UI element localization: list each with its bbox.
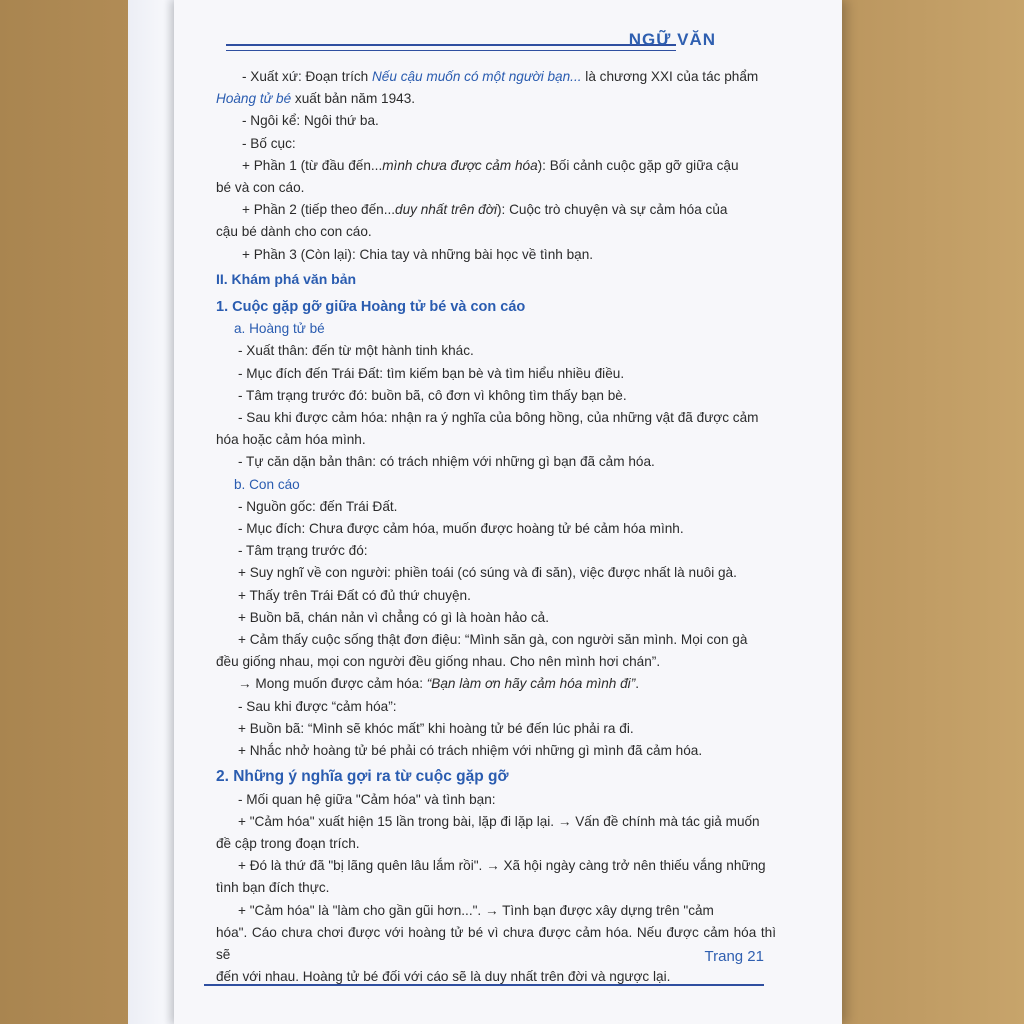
sub-heading-prince: a. Hoàng tử bé — [234, 321, 325, 337]
list-item: - Mục đích: Chưa được cảm hóa, muốn được hoàng tử bé cảm hóa mình. — [238, 521, 684, 537]
list-item: đều giống nhau, mọi con người đều giống nhau. Cho nên mình hơi chán”. — [216, 654, 661, 670]
header-rule — [226, 44, 676, 51]
list-item: + "Cảm hóa" là "làm cho gần gũi hơn...". → Tình bạn được xây dựng trên "cảm — [238, 902, 714, 918]
list-item: - Tự căn dặn bản thân: có trách nhiệm với những gì bạn đã cảm hóa. — [238, 454, 655, 470]
narrator-line: - Ngôi kể: Ngôi thứ ba. — [242, 113, 379, 129]
list-item: hóa". Cáo chưa chơi được với hoàng tử bé vì chưa được cảm hóa. Nếu được cảm hóa thì sẽ — [216, 924, 776, 962]
sub-heading-fox: b. Con cáo — [234, 476, 300, 492]
list-item: + Thấy trên Trái Đất có đủ thứ chuyện. — [238, 587, 471, 603]
list-item: tình bạn đích thực. — [216, 880, 330, 896]
subject-title: NGỮ VĂN — [628, 30, 716, 49]
list-item: + Buồn bã, chán nản vì chẳng có gì là hoàn hảo cả. — [238, 609, 550, 625]
list-item: + Cảm thấy cuộc sống thật đơn điệu: “Mình săn gà, con người săn mình. Mọi con gà — [238, 632, 748, 648]
part2-heading: 2. Những ý nghĩa gợi ra từ cuộc gặp gỡ — [216, 768, 509, 786]
origin-line: - Xuất xứ: Đoạn trích Nếu cậu muốn có một người bạn... là chương XXI của tác phẩm — [242, 69, 759, 84]
structure-part-2: + Phần 2 (tiếp theo đến...duy nhất trên đời): Cuộc trò chuyện và sự cảm hóa của — [242, 202, 728, 218]
list-item: - Mối quan hệ giữa "Cảm hóa" và tình bạn: — [238, 791, 496, 807]
list-item: - Tâm trạng trước đó: buồn bã, cô đơn vì không tìm thấy bạn bè. — [238, 387, 627, 403]
book-page — [174, 0, 842, 1024]
list-item: + Suy nghĩ về con người: phiền toái (có súng và đi săn), việc được nhất là nuôi gà. — [238, 565, 737, 581]
footer-rule — [204, 984, 764, 986]
list-item: đến với nhau. Hoàng tử bé đối với cáo sẽ là duy nhất trên đời và ngược lại. — [216, 969, 671, 985]
list-item: - Sau khi được “cảm hóa”: — [238, 698, 397, 714]
list-item: + Nhắc nhở hoàng tử bé phải có trách nhiệm với những gì mình đã cảm hóa. — [238, 743, 703, 759]
arrow-line: → Mong muốn được cảm hóa: “Bạn làm ơn hãy cảm hóa mình đi”. — [238, 676, 640, 692]
part1-heading: 1. Cuộc gặp gỡ giữa Hoàng tử bé và con cáo — [216, 299, 526, 316]
page-number: Trang 21 — [704, 948, 764, 965]
list-item: - Nguồn gốc: đến Trái Đất. — [238, 498, 398, 514]
list-item: - Mục đích đến Trái Đất: tìm kiếm bạn bè và tìm hiểu nhiều điều. — [238, 365, 625, 381]
list-item: - Sau khi được cảm hóa: nhận ra ý nghĩa của bông hồng, của những vật đã được cảm — [238, 410, 759, 426]
page-content — [216, 66, 776, 988]
origin-line-cont: Hoàng tử bé xuất bản năm 1943. — [216, 91, 416, 107]
structure-part-1-cont: bé và con cáo. — [216, 180, 305, 196]
list-item: hóa hoặc cảm hóa mình. — [216, 432, 366, 448]
list-item: đề cập trong đoạn trích. — [216, 835, 360, 851]
list-item: - Xuất thân: đến từ một hành tinh khác. — [238, 343, 474, 359]
structure-line: - Bố cục: — [242, 135, 296, 151]
list-item: + "Cảm hóa" xuất hiện 15 lần trong bài, lặp đi lặp lại. → Vấn đề chính mà tác giả muốn — [238, 813, 760, 829]
structure-part-3: + Phần 3 (Còn lại): Chia tay và những bài học về tình bạn. — [242, 246, 594, 262]
structure-part-2-cont: cậu bé dành cho con cáo. — [216, 224, 372, 240]
list-item: + Buồn bã: “Mình sẽ khóc mất” khi hoàng tử bé đến lúc phải ra đi. — [238, 720, 634, 736]
structure-part-1: + Phần 1 (từ đầu đến...mình chưa được cảm hóa): Bối cảnh cuộc gặp gỡ giữa cậu — [242, 157, 739, 173]
list-item: + Đó là thứ đã "bị lãng quên lâu lắm rồi". → Xã hội ngày càng trở nên thiếu vắng những — [238, 858, 766, 874]
list-item: - Tâm trạng trước đó: — [238, 543, 368, 559]
section-heading: II. Khám phá văn bản — [216, 270, 357, 287]
